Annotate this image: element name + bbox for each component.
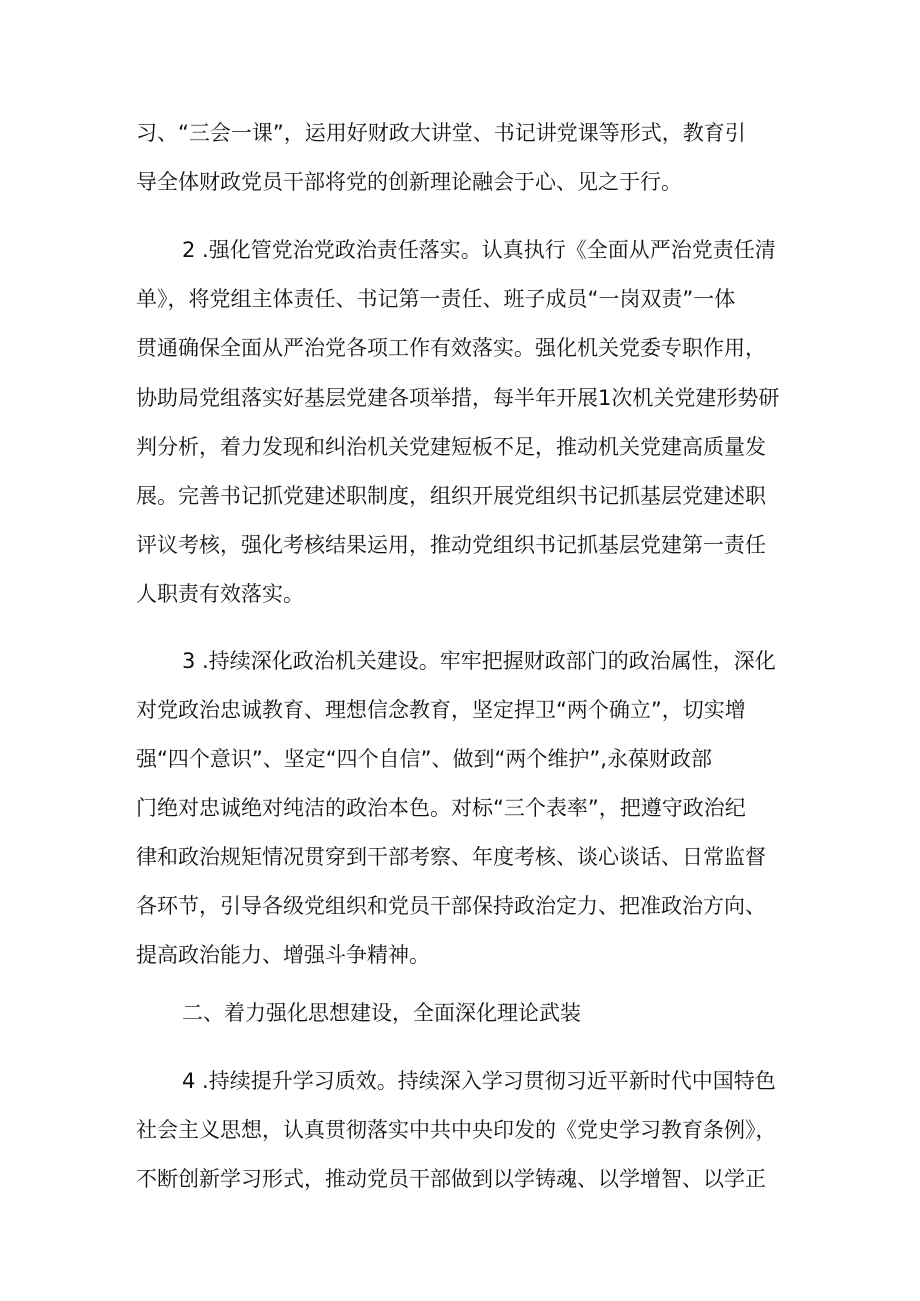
- text-line: 社会主义思想，认真贯彻落实中共中央印发的《党史学习教育条例》，: [136, 1118, 777, 1142]
- text-line: 各环节，引导各级党组织和党员干部保持政治定力、把准政治方向、: [136, 894, 766, 918]
- text-line: 不断创新学习形式，推动党员干部做到以学铸魂、以学增智、以学正: [136, 1167, 766, 1191]
- text-line: 展。完善书记抓党建述职制度，组织开展党组织书记抓基层党建述职: [136, 484, 766, 508]
- text-line: 强“四个意识”、坚定“四个自信”、做到“两个维护”,永葆财政部: [136, 747, 712, 771]
- text-line: 评议考核，强化考核结果运用，推动党组织书记抓基层党建第一责任: [136, 533, 766, 557]
- text-line: 律和政治规矩情况贯穿到干部考察、年度考核、谈心谈话、日常监督: [136, 845, 766, 869]
- text-line: 习、“三会一课”，运用好财政大讲堂、书记讲党课等形式，教育引: [136, 121, 746, 145]
- text-line: 门绝对忠诚绝对纯洁的政治本色。对标“三个表率”，把遵守政治纪: [136, 796, 746, 820]
- numbered-item-heading: 4 .持续提升学习质效。持续深入学习贯彻习近平新时代中国特色: [182, 1069, 776, 1093]
- numbered-item-heading: 2 .强化管党治党政治责任落实。认真执行《全面从严治党责任清: [182, 238, 776, 262]
- text-line: 判分析，着力发现和纠治机关党建短板不足，推动机关党建高质量发: [136, 435, 766, 459]
- text-line: 贯通确保全面从严治党各项工作有效落实。强化机关党委专职作用，: [136, 336, 766, 360]
- text-line: 单》，将党组主体责任、书记第一责任、班子成员“一岗双责”一体: [136, 287, 736, 311]
- text-line: 人职责有效落实。: [136, 582, 304, 606]
- text-line: 协助局党组落实好基层党建各项举措，每半年开展1次机关党建形势研: [136, 386, 780, 410]
- section-heading: 二、着力强化思想建设，全面深化理论武装: [182, 1001, 581, 1025]
- text-line: 对党政治忠诚教育、理想信念教育，坚定捍卫“两个确立”，切实增: [136, 698, 746, 722]
- numbered-item-heading: 3 .持续深化政治机关建设。牢牢把握财政部门的政治属性，深化: [182, 649, 776, 673]
- text-line: 导全体财政党员干部将党的创新理论融会于心、见之于行。: [136, 170, 682, 194]
- text-line: 提高政治能力、增强斗争精神。: [136, 943, 430, 967]
